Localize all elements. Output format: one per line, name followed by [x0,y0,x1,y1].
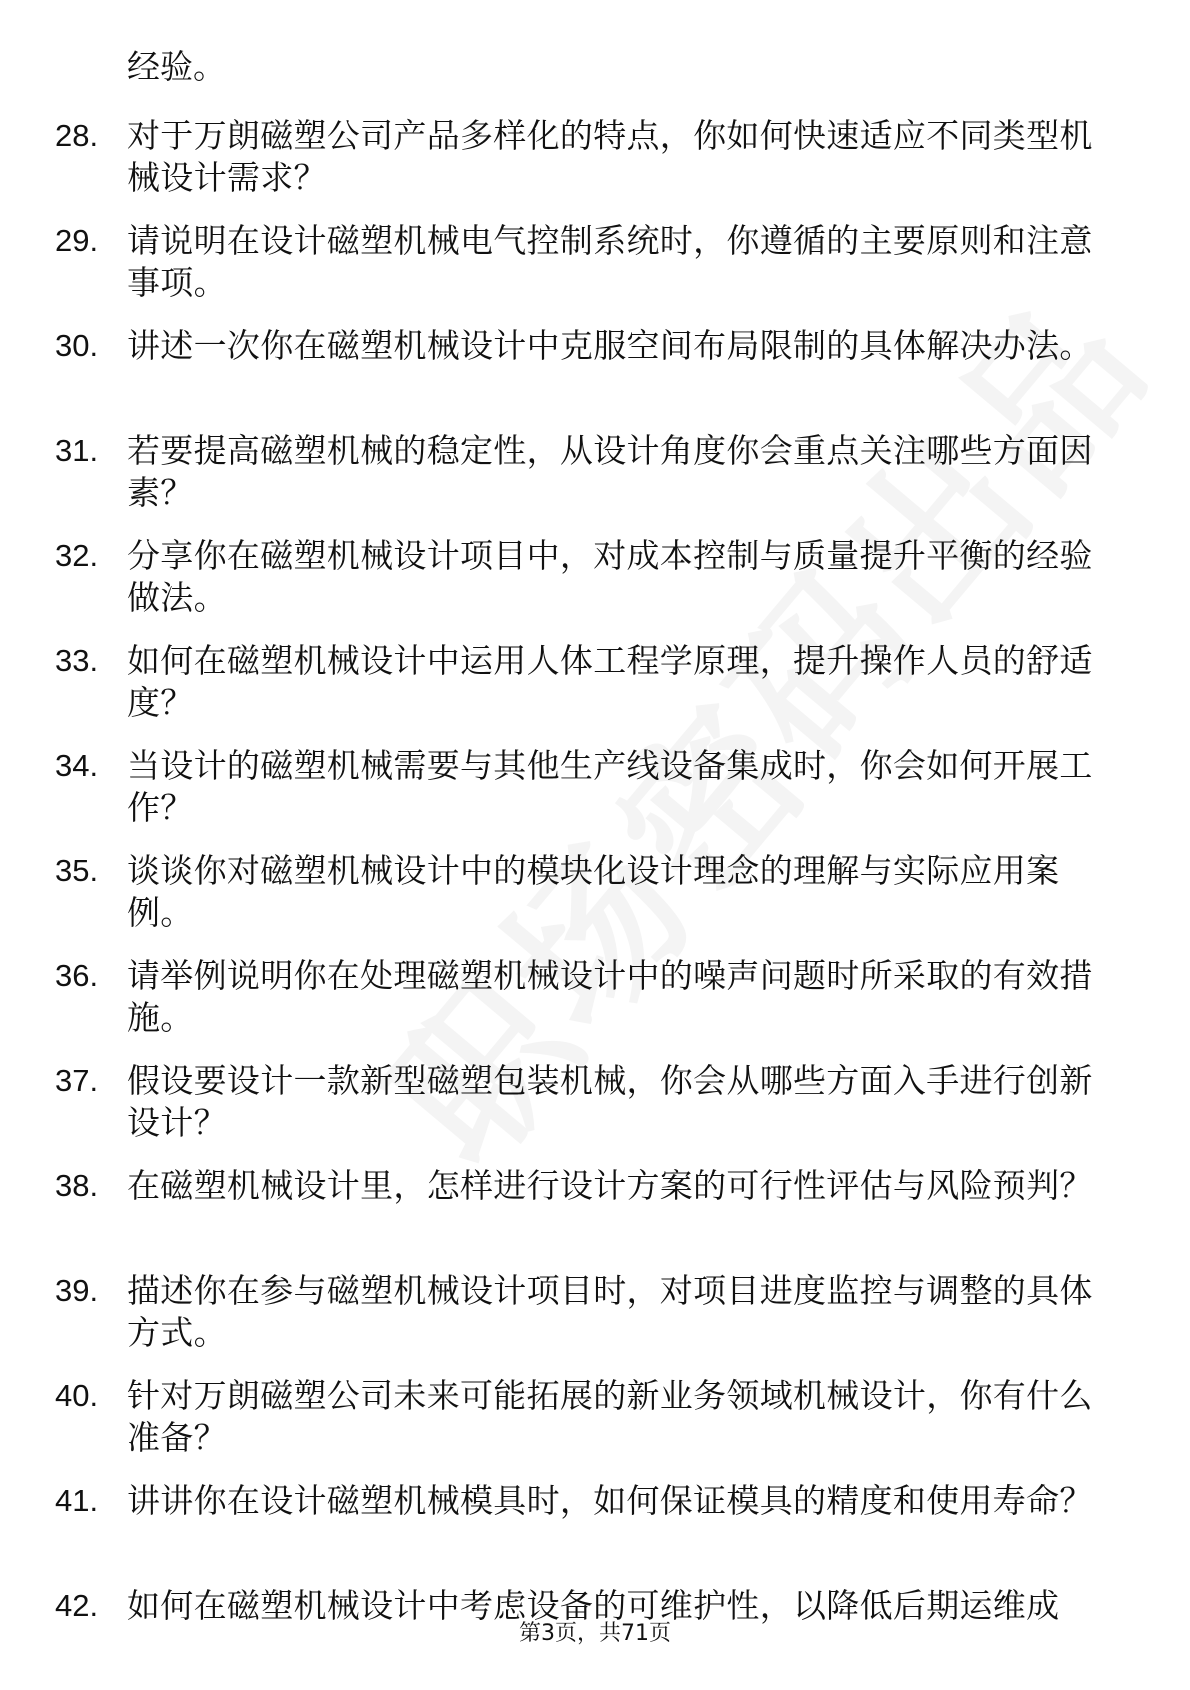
item-number: 41. [55,1483,99,1518]
item-number: 31. [55,433,99,468]
item-number: 36. [55,958,99,993]
list-item [55,745,1125,850]
item-text: 在磁塑机械设计里，怎样进行设计方案的可行性评估与风险预判？ [127,1166,1093,1205]
item-number: 35. [55,853,99,888]
item-text: 假设要设计一款新型磁塑包装机械，你会从哪些方面入手进行创新设计？ [127,1061,1093,1142]
item-text: 描述你在参与磁塑机械设计项目时，对项目进度监控与调整的具体方式。 [127,1271,1093,1352]
item-text: 对于万朗磁塑公司产品多样化的特点，你如何快速适应不同类型机械设计需求？ [127,116,1093,197]
list-item [55,1480,1125,1585]
item-number: 39. [55,1273,99,1308]
item-text: 针对万朗磁塑公司未来可能拓展的新业务领域机械设计，你有什么准备？ [127,1376,1093,1457]
item-number: 37. [55,1063,99,1098]
item-text: 谈谈你对磁塑机械设计中的模块化设计理念的理解与实际应用案例。 [127,851,1060,932]
item-number: 33. [55,643,99,678]
item-text: 当设计的磁塑机械需要与其他生产线设备集成时，你会如何开展工作？ [127,746,1093,827]
list-item [55,640,1125,745]
list-item [55,535,1125,640]
list-item [55,955,1125,1060]
item-number: 29. [55,223,99,258]
list-item [55,325,1125,430]
item-text: 请举例说明你在处理磁塑机械设计中的噪声问题时所采取的有效措施。 [127,956,1093,1037]
item-number: 30. [55,328,99,363]
item-text: 讲述一次你在磁塑机械设计中克服空间布局限制的具体解决办法。 [127,326,1093,365]
list-item [55,115,1125,220]
item-number: 42. [55,1588,99,1623]
item-text: 如何在磁塑机械设计中考虑设备的可维护性，以降低后期运维成 [127,1586,1060,1625]
question-list [55,115,1125,1690]
item-number: 32. [55,538,99,573]
item-text: 如何在磁塑机械设计中运用人体工程学原理，提升操作人员的舒适度？ [127,641,1093,722]
item-number: 40. [55,1378,99,1413]
item-number: 28. [55,118,99,153]
list-item [55,1270,1125,1375]
item-text: 讲讲你在设计磁塑机械模具时，如何保证模具的精度和使用寿命？ [127,1481,1093,1520]
item-text: 请说明在设计磁塑机械电气控制系统时，你遵循的主要原则和注意事项。 [127,221,1093,302]
list-item [55,220,1125,325]
list-item [55,850,1125,955]
item-text: 分享你在磁塑机械设计项目中，对成本控制与质量提升平衡的经验做法。 [127,536,1093,617]
continued-text: 经验。 [127,47,226,86]
list-item [55,1060,1125,1165]
list-item [55,430,1125,535]
item-number: 34. [55,748,99,783]
item-number: 38. [55,1168,99,1203]
page-number-footer: 第3页，共71页 [519,1621,671,1646]
list-item [55,1165,1125,1270]
list-item [55,1375,1125,1480]
item-text: 若要提高磁塑机械的稳定性，从设计角度你会重点关注哪些方面因素？ [127,431,1093,512]
